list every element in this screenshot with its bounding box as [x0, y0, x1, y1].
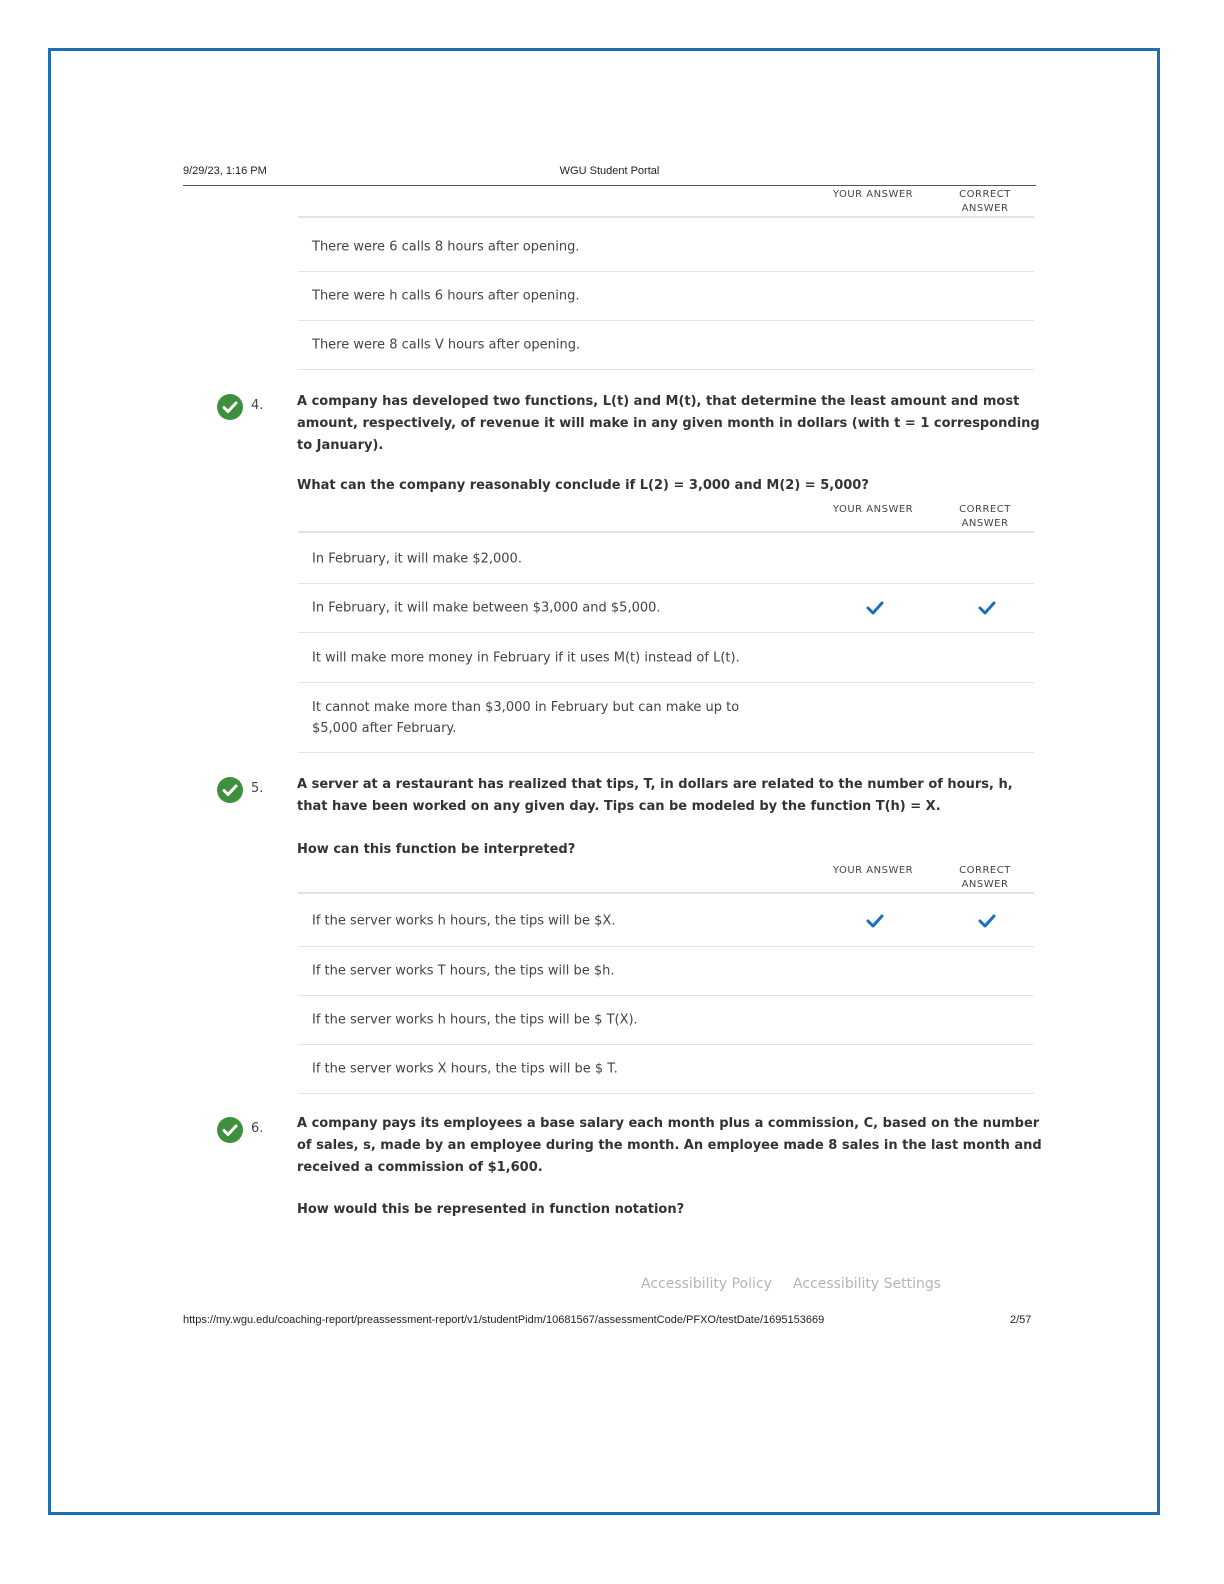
option-text: It cannot make more than $3,000 in February but can make up to $5,000 after February.: [312, 699, 740, 736]
option-text: If the server works T hours, the tips will be $h.: [312, 963, 615, 979]
print-date: 9/29/23, 1:16 PM: [183, 165, 267, 177]
question-text: A company has developed two functions, L(t) and M(t), that determine the least amount and most amount, respectively, of revenue it will make in any given month in dollars (with t = 1 corresponding to January).: [297, 394, 1040, 453]
correct-answer-header: CORRECT ANSWER: [959, 189, 1011, 214]
answer-column-header: [298, 188, 1034, 218]
answer-option-row: [298, 584, 1034, 633]
question-number: 5.: [251, 781, 264, 796]
answer-option-row: [298, 1045, 1034, 1094]
page-number: 2/57: [1010, 1314, 1032, 1326]
answer-option-row: [298, 683, 1034, 753]
your-answer-header: YOUR ANSWER: [832, 189, 914, 200]
option-text: There were 8 calls V hours after opening.: [312, 337, 581, 353]
option-text: There were h calls 6 hours after opening.: [312, 288, 580, 304]
accessibility-settings-link[interactable]: Accessibility Settings: [793, 1276, 942, 1292]
option-text: If the server works h hours, the tips will be $X.: [312, 913, 616, 929]
answer-option-row: [298, 272, 1034, 321]
print-url: https://my.wgu.edu/coaching-report/preassessment-report/v1/studentPidm/10681567/assessmentCode/PFXO/testDate/1695153669: [183, 1314, 825, 1326]
option-text: There were 6 calls 8 hours after opening.: [312, 239, 580, 254]
correct-answer-check-icon: [977, 914, 997, 928]
correct-answer-header: CORRECT ANSWER: [959, 504, 1011, 529]
question-prompt: How can this function be interpreted?: [297, 842, 576, 857]
question-prompt: What can the company reasonably conclude if L(2) = 3,000 and M(2) = 5,000?: [297, 478, 869, 493]
your-answer-check-icon: [865, 914, 885, 928]
answer-option-row: [298, 896, 1034, 947]
option-text: If the server works X hours, the tips will be $ T.: [312, 1061, 618, 1077]
question-number: 4.: [251, 398, 264, 413]
answer-column-header: [298, 864, 1034, 894]
answer-option-row: [298, 633, 1034, 683]
option-text: In February, it will make between $3,000 and $5,000.: [312, 600, 661, 616]
correct-answer-header: CORRECT ANSWER: [959, 865, 1011, 890]
correct-check-circle-icon: [217, 394, 243, 420]
correct-check-circle-icon: [217, 777, 243, 803]
answer-option-row: [298, 947, 1034, 996]
option-text: In February, it will make $2,000.: [312, 551, 522, 566]
answer-option-row: [298, 996, 1034, 1045]
answer-column-header: [298, 503, 1034, 533]
correct-check-circle-icon: [217, 1117, 243, 1143]
answer-option-row: [298, 534, 1034, 584]
question-text: A server at a restaurant has realized that tips, T, in dollars are related to the number of hours, h, that have been worked on any given day. Tips can be modeled by the function T(h) = X.: [297, 777, 1013, 814]
your-answer-check-icon: [865, 601, 885, 615]
your-answer-header: YOUR ANSWER: [832, 865, 914, 876]
answer-option-row: [298, 222, 1034, 272]
answer-option-row: [298, 321, 1034, 370]
your-answer-header: YOUR ANSWER: [832, 504, 914, 515]
question-text: A company pays its employees a base salary each month plus a commission, C, based on the number of sales, s, made by an employee during the month. An employee made 8 sales in the last month and received a commission of $1,600.: [297, 1116, 1042, 1175]
option-text: It will make more money in February if it uses M(t) instead of L(t).: [312, 650, 740, 665]
option-text: If the server works h hours, the tips will be $ T(X).: [312, 1012, 638, 1028]
print-header: [183, 165, 1036, 186]
accessibility-policy-link[interactable]: Accessibility Policy: [641, 1276, 772, 1292]
question-prompt: How would this be represented in function notation?: [297, 1202, 685, 1217]
correct-answer-check-icon: [977, 601, 997, 615]
question-number: 6.: [251, 1121, 264, 1136]
print-title: WGU Student Portal: [559, 165, 660, 177]
